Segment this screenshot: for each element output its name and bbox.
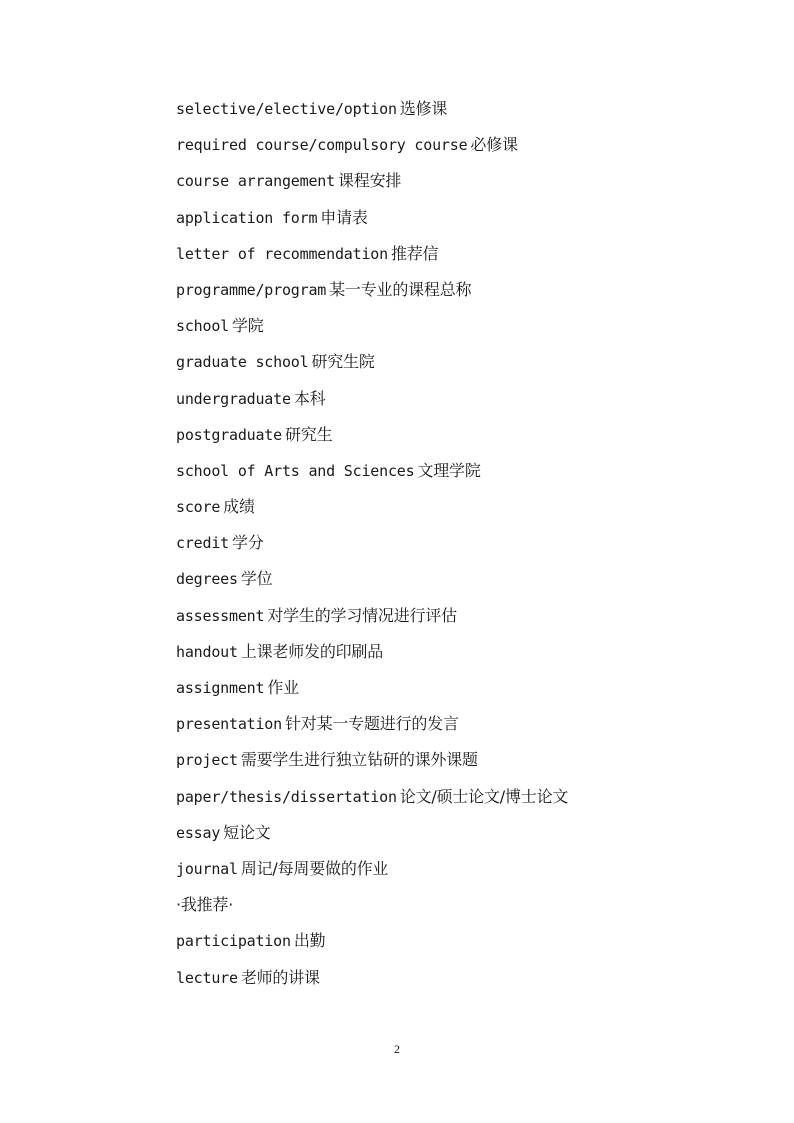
vocabulary-entry	[176, 96, 736, 132]
entry-meaning: 周记/每周要做的作业	[240, 858, 389, 878]
vocabulary-entry	[176, 639, 736, 675]
entry-meaning: 本科	[293, 388, 326, 408]
entry-meaning: 上课老师发的印刷品	[240, 641, 384, 661]
vocabulary-entry	[176, 205, 736, 241]
entry-meaning: 文理学院	[417, 460, 481, 480]
entry-meaning: 学位	[240, 569, 273, 589]
entry-term: selective/elective/option	[176, 100, 397, 118]
entry-term: participation	[176, 932, 291, 951]
entry-term: degrees	[176, 570, 238, 589]
entry-term: postgraduate	[176, 425, 282, 444]
entry-meaning: 研究生	[284, 424, 333, 444]
entry-meaning: ·我推荐·	[176, 895, 234, 915]
vocabulary-entry	[176, 603, 736, 639]
entry-term: essay	[176, 823, 221, 842]
entry-term: score	[176, 498, 221, 517]
vocabulary-entry	[176, 277, 736, 313]
entry-term: course arrangement	[176, 172, 335, 191]
entry-meaning: 论文/硕士论文/博士论文	[399, 786, 569, 806]
entry-meaning: 需要学生进行独立钻研的课外课题	[240, 750, 478, 770]
entry-term: paper/thesis/dissertation	[176, 787, 397, 806]
entry-meaning: 某一专业的课程总称	[329, 279, 472, 299]
vocabulary-entry	[176, 494, 736, 530]
vocabulary-list	[176, 96, 736, 1001]
entry-meaning: 申请表	[320, 207, 368, 227]
entry-term: required course/compulsory course	[176, 136, 468, 155]
vocabulary-entry	[176, 530, 736, 566]
entry-meaning: 成绩	[223, 497, 255, 517]
entry-term: school	[176, 317, 229, 336]
vocabulary-entry	[176, 458, 736, 494]
entry-term: graduate school	[176, 353, 309, 372]
vocabulary-entry	[176, 784, 736, 820]
entry-term: assignment	[176, 679, 265, 697]
page-number: 2	[394, 1042, 400, 1056]
entry-meaning: 研究生院	[311, 352, 375, 372]
entry-term: letter of recommendation	[176, 244, 388, 263]
vocabulary-entry	[176, 892, 736, 928]
entry-meaning: 老师的讲课	[240, 967, 320, 987]
entry-term: handout	[176, 642, 238, 661]
vocabulary-entry	[176, 747, 736, 783]
vocabulary-entry	[176, 711, 736, 747]
vocabulary-entry	[176, 132, 736, 168]
vocabulary-entry	[176, 422, 736, 458]
entry-meaning: 选修课	[399, 99, 448, 118]
entry-meaning: 针对某一专题进行的发言	[284, 714, 459, 734]
entry-term: credit	[176, 534, 229, 553]
vocabulary-entry	[176, 566, 736, 602]
entry-meaning: 出勤	[293, 931, 326, 951]
entry-meaning: 课程安排	[337, 171, 402, 191]
vocabulary-entry	[176, 241, 736, 277]
vocabulary-entry	[176, 820, 736, 856]
entry-term: presentation	[176, 715, 282, 734]
vocabulary-entry	[176, 349, 736, 385]
vocabulary-entry	[176, 168, 736, 204]
entry-meaning: 作业	[267, 678, 299, 697]
entry-term: project	[176, 751, 238, 770]
entry-meaning: 必修课	[470, 135, 518, 155]
vocabulary-entry	[176, 313, 736, 349]
vocabulary-entry	[176, 928, 736, 964]
vocabulary-entry	[176, 675, 736, 711]
entry-meaning: 对学生的学习情况进行评估	[267, 605, 457, 625]
vocabulary-entry	[176, 965, 736, 1001]
entry-meaning: 短论文	[223, 822, 271, 842]
entry-term: undergraduate	[176, 389, 291, 408]
entry-term: programme/program	[176, 280, 327, 299]
entry-term: application form	[176, 208, 318, 227]
vocabulary-entry	[176, 386, 736, 422]
entry-meaning: 推荐信	[390, 243, 439, 263]
vocabulary-entry	[176, 856, 736, 892]
entry-meaning: 学院	[232, 316, 264, 336]
entry-term: journal	[176, 859, 238, 878]
entry-term: school of Arts and Sciences	[176, 461, 415, 480]
entry-term: assessment	[176, 606, 265, 625]
entry-meaning: 学分	[232, 533, 264, 553]
entry-term: lecture	[176, 968, 238, 987]
